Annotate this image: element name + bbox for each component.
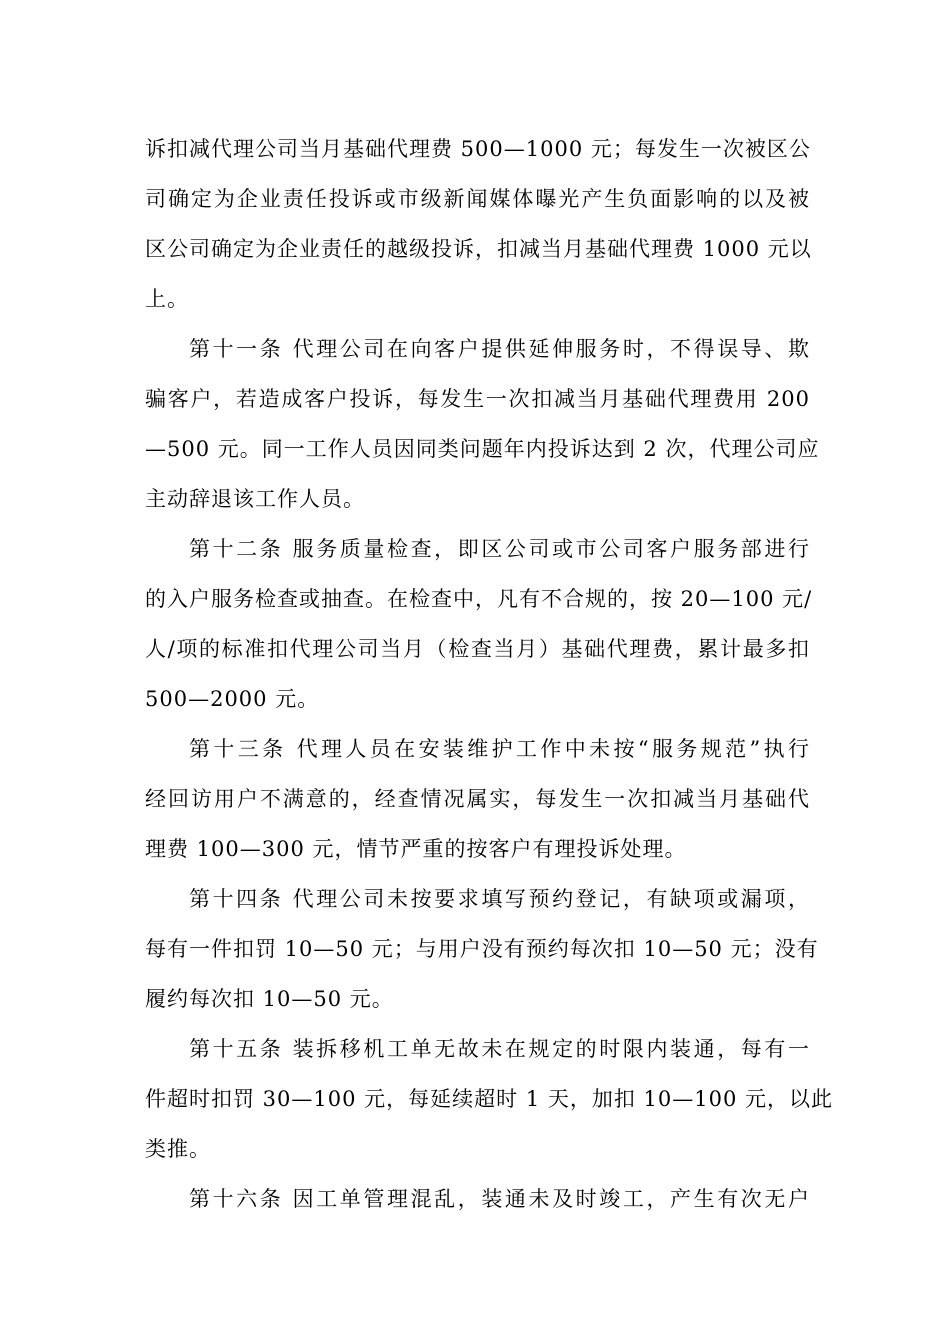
article-16-heading-line: 第十六条 因工单管理混乱，装通未及时竣工，产生有次无户 <box>189 1187 810 1211</box>
text-line: 件超时扣罚 30—100 元，每延续超时 1 天，加扣 10—100 元，以此 <box>145 1087 834 1111</box>
text-line: 上。 <box>145 287 189 311</box>
article-12-heading-line: 第十二条 服务质量检查，即区公司或市公司客户服务部进行 <box>189 537 810 561</box>
article-13-heading-line: 第十三条 代理人员在安装维护工作中未按“服务规范”执行 <box>189 737 810 761</box>
text-line: 区公司确定为企业责任的越级投诉，扣减当月基础代理费 1000 元以 <box>145 237 812 261</box>
text-line: 的入户服务检查或抽查。在检查中，凡有不合规的，按 20—100 元/ <box>145 587 813 611</box>
text-line: 500—2000 元。 <box>145 687 320 711</box>
text-line: 诉扣减代理公司当月基础代理费 500—1000 元；每发生一次被区公 <box>145 137 811 161</box>
text-line: 经回访用户不满意的，经查情况属实，每发生一次扣减当月基础代 <box>145 787 810 811</box>
text-line: 主动辞退该工作人员。 <box>145 487 365 511</box>
article-15-heading-line: 第十五条 装拆移机工单无故未在规定的时限内装通，每有一 <box>189 1037 810 1061</box>
article-14-heading-line: 第十四条 代理公司未按要求填写预约登记，有缺项或漏项， <box>189 887 810 911</box>
document-body <box>145 124 834 1224</box>
text-line: 司确定为企业责任投诉或市级新闻媒体曝光产生负面影响的以及被 <box>145 187 810 211</box>
text-line: 理费 100—300 元，情节严重的按客户有理投诉处理。 <box>145 837 687 861</box>
text-line: 履约每次扣 10—50 元。 <box>145 987 394 1011</box>
text-line: 骗客户，若造成客户投诉，每发生一次扣减当月基础代理费用 200 <box>145 387 810 411</box>
text-line: 每有一件扣罚 10—50 元；与用户没有预约每次扣 10—50 元；没有 <box>145 937 819 961</box>
text-line: 人/项的标准扣代理公司当月（检查当月）基础代理费，累计最多扣 <box>145 637 810 661</box>
article-11-heading-line: 第十一条 代理公司在向客户提供延伸服务时，不得误导、欺 <box>189 337 810 361</box>
text-line: 类推。 <box>145 1137 211 1161</box>
text-line: —500 元。同一工作人员因同类问题年内投诉达到 2 次，代理公司应 <box>145 437 820 461</box>
